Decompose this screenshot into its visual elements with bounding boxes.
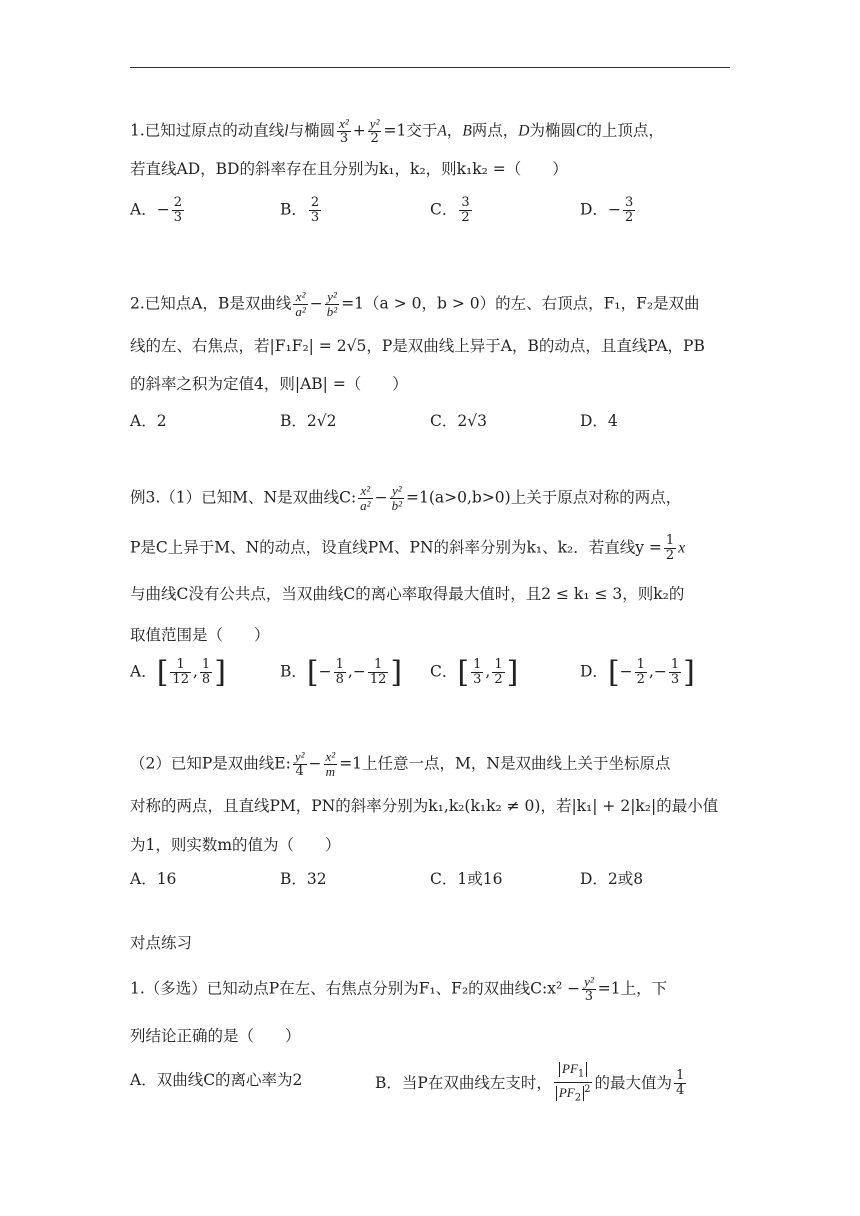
q1-option-a[interactable]: A．− $\frac{2}{3}$: [130, 195, 182, 225]
q4-option-c[interactable]: C．1或16: [430, 870, 503, 888]
practice-heading: 对点练习: [130, 934, 193, 952]
q2-line3: 的斜率之积为定值4，则|AB| =（ ）: [130, 375, 408, 393]
q3-line2: P是C上异于M、N的动点，设直线PM、PN的斜率分别为k₁、k₂．若直线y = $\frac{1}{2}$ x: [130, 533, 686, 563]
q1-line1: 1.已知过原点的动直线l与椭圆 $\frac{\text{x²}}{3}$ + $\frac{\text{y²}}{2}$ =1交于A，B两点，D为椭圆C的上顶点，: [130, 116, 664, 146]
q2-option-c[interactable]: C．2√3: [430, 412, 487, 430]
q3-option-a[interactable]: A．[ $\frac{1}{12}$ , $\frac{1}{8}$ ]: [130, 655, 226, 690]
q4-option-d[interactable]: D．2或8: [580, 870, 644, 888]
q3-line4: 取值范围是（ ）: [130, 626, 270, 644]
q4-option-b[interactable]: B．32: [280, 870, 327, 888]
q1-option-c[interactable]: C． $\frac{3}{2}$: [430, 195, 470, 225]
q1-option-d[interactable]: D．− $\frac{3}{2}$: [580, 195, 634, 225]
q3-line1: 例3.（1）已知M、N是双曲线C: $\frac{\text{x²}}{\text{a²}}$ − $\frac{\text{y²}}{\text{b²}}$ =1(a>0,b>0)上关于原点对称的两点，: [130, 483, 682, 513]
q4-option-a[interactable]: A．16: [130, 870, 177, 888]
q4-line2: 对称的两点，且直线PM，PN的斜率分别为k₁,k₂(k₁k₂ ≠ 0)，若|k₁| + 2|k₂|的最小值: [130, 797, 719, 815]
q3-line3: 与曲线C没有公共点，当双曲线C的离心率取得最大值时，且2 ≤ k₁ ≤ 3，则k₂的: [130, 585, 685, 603]
q3-option-b[interactable]: B．[− $\frac{1}{8}$ ,− $\frac{1}{12}$ ]: [280, 655, 403, 690]
practice-option-a[interactable]: A．双曲线C的离心率为2: [130, 1071, 303, 1089]
q2-line2: 线的左、右焦点，若|F₁F₂| = 2√5，P是双曲线上异于A，B的动点，且直线PA，PB: [130, 337, 705, 355]
q2-option-d[interactable]: D．4: [580, 412, 618, 430]
q4-line3: 为1，则实数m的值为（ ）: [130, 836, 341, 854]
q3-option-d[interactable]: D．[− $\frac{1}{2}$ ,− $\frac{1}{3}$ ]: [580, 655, 695, 690]
q2-line1: 2.已知点A，B是双曲线 $\frac{\text{x²}}{\text{a²}}$ − $\frac{\text{y²}}{\text{b²}}$ =1（a > 0，b > 0）的左、右顶点，F₁，F₂是双曲: [130, 289, 700, 319]
q2-option-b[interactable]: B．2√2: [280, 412, 337, 430]
practice-line2: 列结论正确的是（ ）: [130, 1027, 301, 1045]
header-rule: [130, 67, 730, 68]
q4-line1: （2）已知P是双曲线E: $\frac{\text{y²}}{4}$ − $\frac{\text{x²}}{m}$ =1上任意一点，M，N是双曲线上关于坐标原点: [130, 749, 671, 779]
q3-option-c[interactable]: C．[ $\frac{1}{3}$ , $\frac{1}{2}$ ]: [430, 655, 519, 690]
q1-line2: 若直线AD，BD的斜率存在且分别为k₁，k₂，则k₁k₂ =（ ）: [130, 160, 568, 178]
practice-option-b[interactable]: B．当P在双曲线左支时， $\frac{PF_1}{PF_2^2}$ 的最大值为 $\frac{1}{4}$: [375, 1061, 685, 1104]
q2-option-a[interactable]: A．2: [130, 412, 167, 430]
q1-option-b[interactable]: B． $\frac{2}{3}$: [280, 195, 320, 225]
practice-line1: 1.（多选）已知动点P在左、右焦点分别为F₁、F₂的双曲线C:x² − $\frac{\text{y²}}{3}$ =1上，下: [130, 974, 668, 1004]
